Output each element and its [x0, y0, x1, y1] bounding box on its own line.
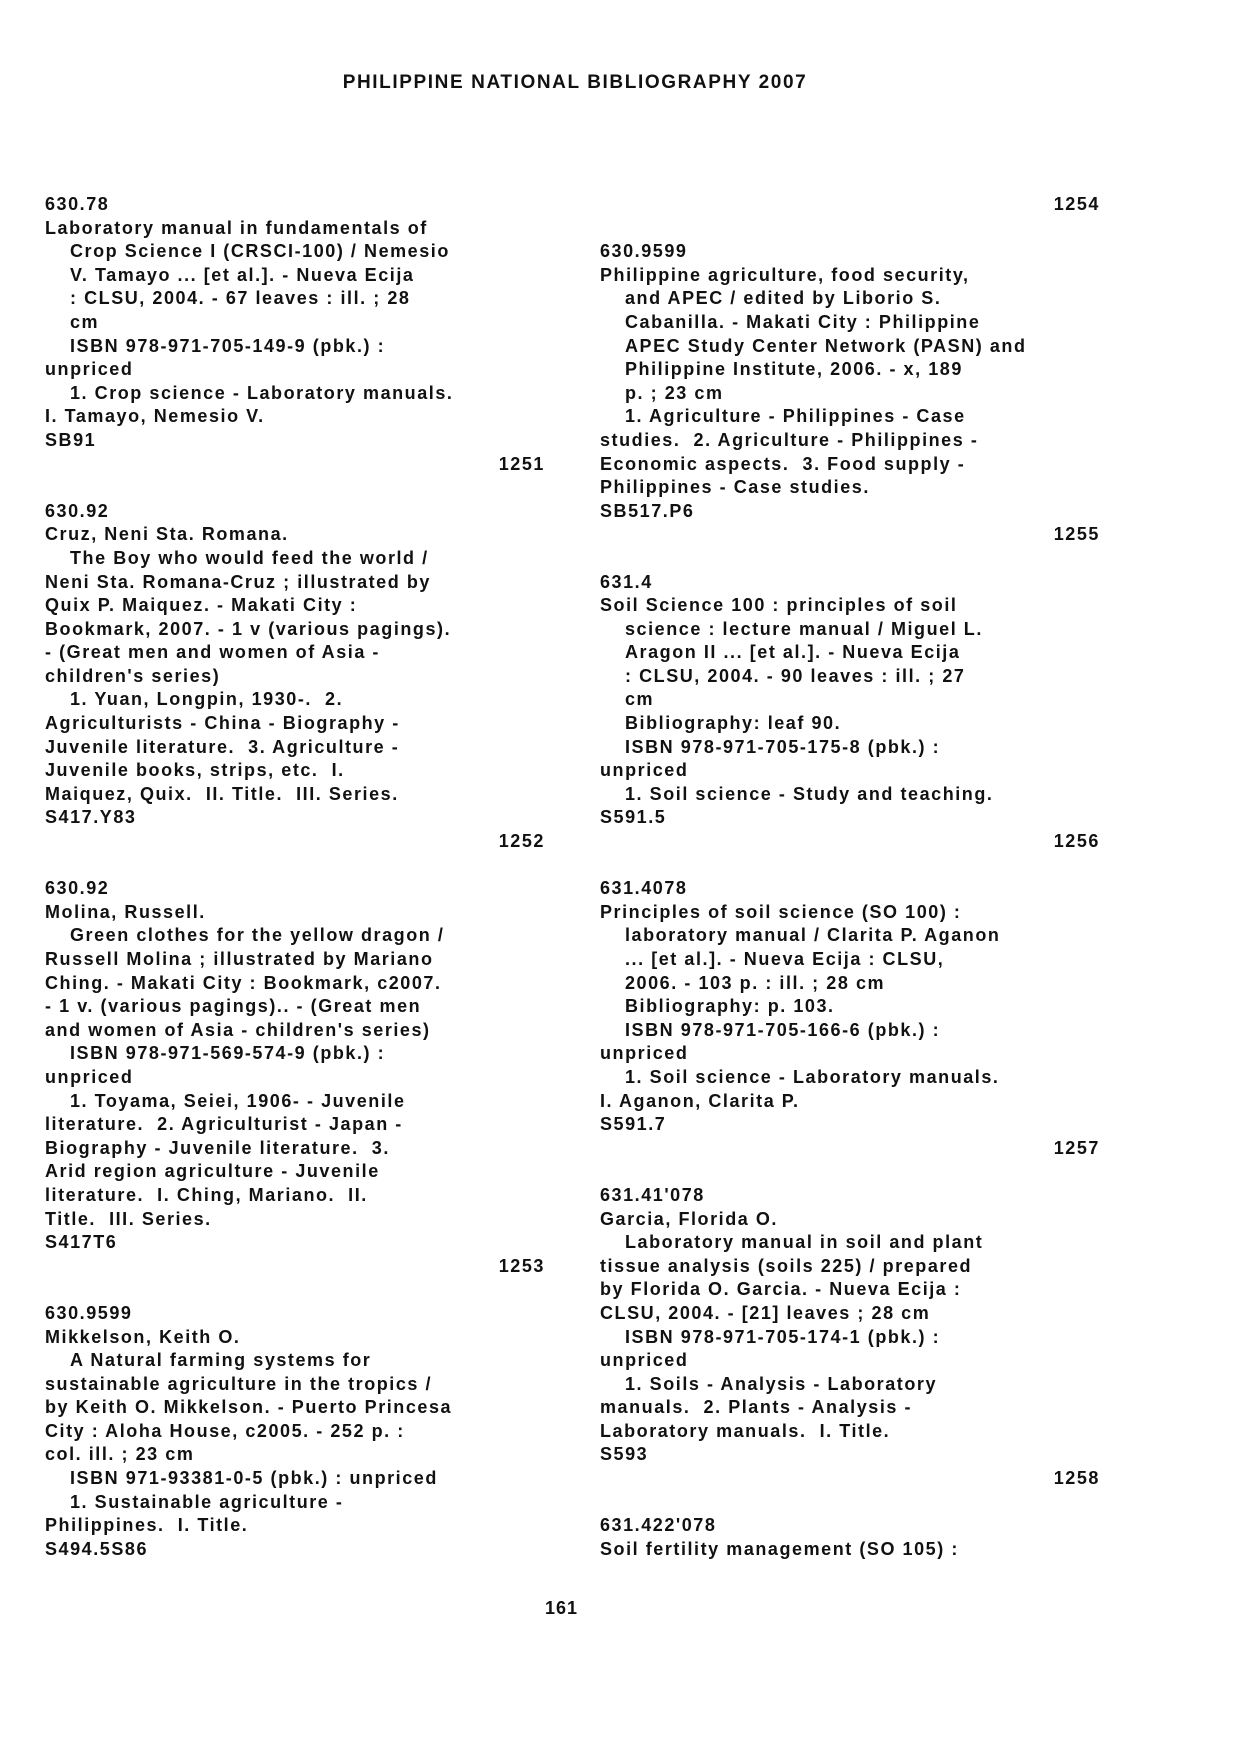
subjects: Maiquez, Quix. II. Title. III. Series.	[45, 783, 399, 804]
entry-text: City : Aloha House, c2005. - 252 p. :	[45, 1420, 405, 1441]
entry-text: The Boy who would feed the world /	[70, 547, 429, 568]
entry-text: Laboratory manual in soil and plant	[625, 1232, 984, 1253]
entry-text: - (Great men and women of Asia -	[45, 642, 380, 663]
entry-text: unpriced	[600, 760, 689, 781]
subjects: 1. Soil science - Study and teaching.	[625, 783, 994, 804]
entry-text: Principles of soil science (SO 100) :	[600, 901, 962, 922]
entry-text: Philippine agriculture, food security,	[600, 264, 970, 285]
entry-text: V. Tamayo ... [et al.]. - Nueva Ecija	[70, 264, 415, 285]
entry-text: Bookmark, 2007. - 1 v (various pagings).	[45, 618, 452, 639]
bib-entry-1255	[600, 240, 1100, 547]
bib-entry-1259	[600, 1514, 1100, 1561]
page-number: 161	[545, 1598, 579, 1618]
entry-text: : CLSU, 2004. - 90 leaves : ill. ; 27	[625, 665, 966, 686]
entry-text: p. ; 23 cm	[625, 382, 724, 403]
call-number: 630.9599	[600, 241, 688, 262]
entry-text: and women of Asia - children's series)	[45, 1019, 431, 1040]
entry-text: Green clothes for the yellow dragon /	[70, 925, 445, 946]
entry-text: unpriced	[600, 1043, 689, 1064]
entry-text: Russell Molina ; illustrated by Mariano	[45, 949, 434, 969]
subjects: studies. 2. Agriculture - Philippines -	[600, 429, 979, 450]
entry-text: Cruz, Neni Sta. Romana.	[45, 524, 289, 545]
lc-class: SB517.P6	[600, 500, 695, 521]
subjects: Arid region agriculture - Juvenile	[45, 1161, 380, 1182]
entry-text: by Keith O. Mikkelson. - Puerto Princesa	[45, 1397, 453, 1418]
subjects: Juvenile literature. 3. Agriculture -	[45, 736, 400, 757]
subjects: Title. III. Series.	[45, 1208, 212, 1229]
entry-text: unpriced	[600, 1350, 689, 1371]
bib-entry-1258	[600, 1184, 1100, 1491]
subjects: 1. Sustainable agriculture -	[70, 1491, 344, 1512]
entry-text: 2006. - 103 p. : ill. ; 28 cm	[625, 972, 886, 993]
call-number: 630.78	[45, 194, 110, 214]
isbn: ISBN 978-971-705-166-6 (pbk.) :	[625, 1019, 941, 1040]
entry-text: science : lecture manual / Miguel L.	[625, 618, 983, 639]
subjects: 1. Toyama, Seiei, 1906- - Juvenile	[70, 1090, 406, 1111]
subjects: 1. Yuan, Longpin, 1930-. 2.	[70, 689, 344, 710]
entry-text: Soil fertility management (SO 105) :	[600, 1538, 959, 1559]
entry-text: Quix P. Maiquez. - Makati City :	[45, 595, 358, 616]
subjects: Economic aspects. 3. Food supply -	[600, 453, 966, 474]
bib-entry-1251	[45, 193, 545, 476]
entry-text: children's series)	[45, 665, 221, 686]
entry-text: Neni Sta. Romana-Cruz ; illustrated by	[45, 571, 431, 592]
entry-number: 1252	[498, 831, 545, 852]
entry-text: tissue analysis (soils 225) / prepared	[600, 1255, 973, 1276]
lc-class: S417T6	[45, 1232, 118, 1253]
lc-class: S494.5S86	[45, 1538, 149, 1559]
lc-class: S591.7	[600, 1114, 667, 1135]
subjects: manuals. 2. Plants - Analysis -	[600, 1397, 913, 1418]
entry-text: ... [et al.]. - Nueva Ecija : CLSU,	[625, 949, 945, 969]
call-number: 631.4078	[600, 878, 688, 899]
subjects: 1. Crop science - Laboratory manuals.	[70, 382, 454, 403]
entry-text: cm	[625, 689, 655, 710]
entry-number: 1255	[1053, 524, 1100, 545]
subjects: I. Aganon, Clarita P.	[600, 1090, 800, 1111]
entry-text: Cabanilla. - Makati City : Philippine	[625, 311, 981, 332]
entry-number: 1258	[1053, 1468, 1100, 1489]
subjects: Juvenile books, strips, etc. I.	[45, 760, 345, 781]
subjects: Biography - Juvenile literature. 3.	[45, 1137, 390, 1158]
entry-text: by Florida O. Garcia. - Nueva Ecija :	[600, 1279, 962, 1300]
subjects: 1. Agriculture - Philippines - Case	[625, 406, 966, 427]
call-number: 630.9599	[45, 1302, 133, 1323]
call-number: 631.41'078	[600, 1184, 705, 1205]
right-column	[600, 193, 1100, 1561]
entry-text: laboratory manual / Clarita P. Aganon	[625, 925, 1001, 946]
isbn: ISBN 971-93381-0-5 (pbk.) : unpriced	[70, 1468, 438, 1489]
entry-text: Soil Science 100 : principles of soil	[600, 595, 958, 616]
bibliography-note: Bibliography: p. 103.	[625, 996, 835, 1017]
page-title: PHILIPPINE NATIONAL BIBLIOGRAPHY 2007	[342, 72, 808, 93]
bib-entry-1256	[600, 571, 1100, 854]
entry-text: Garcia, Florida O.	[600, 1208, 778, 1229]
entry-number: 1256	[1053, 831, 1100, 852]
entry-number: 1257	[1053, 1137, 1100, 1158]
entry-text: sustainable agriculture in the tropics /	[45, 1373, 433, 1394]
entry-text: Molina, Russell.	[45, 901, 206, 922]
lc-class: SB91	[45, 429, 97, 450]
subjects: Philippines - Case studies.	[600, 477, 870, 498]
bib-entry-1252	[45, 500, 545, 854]
isbn: ISBN 978-971-705-174-1 (pbk.) :	[625, 1326, 941, 1347]
entry-text: unpriced	[45, 359, 134, 380]
entry-text: : CLSU, 2004. - 67 leaves : ill. ; 28	[70, 288, 411, 309]
entry-text: CLSU, 2004. - [21] leaves ; 28 cm	[600, 1302, 931, 1323]
lc-class: S417.Y83	[45, 807, 137, 828]
entry-text: Aragon II ... [et al.]. - Nueva Ecija	[625, 642, 961, 663]
subjects: literature. I. Ching, Mariano. II.	[45, 1184, 368, 1205]
left-column	[45, 193, 545, 1561]
subjects: 1. Soil science - Laboratory manuals.	[625, 1066, 1000, 1087]
isbn: ISBN 978-971-705-175-8 (pbk.) :	[625, 736, 941, 757]
call-number: 631.4	[600, 571, 653, 592]
entry-text: Philippine Institute, 2006. - x, 189	[625, 359, 963, 380]
subjects: Philippines. I. Title.	[45, 1515, 249, 1536]
call-number: 630.92	[45, 878, 110, 899]
entry-text: and APEC / edited by Liborio S.	[625, 288, 942, 309]
entry-text: - 1 v. (various pagings).. - (Great men	[45, 996, 422, 1017]
subjects: 1. Soils - Analysis - Laboratory	[625, 1373, 938, 1394]
call-number: 631.422'078	[600, 1515, 717, 1536]
call-number: 630.92	[45, 500, 110, 521]
subjects: Agriculturists - China - Biography -	[45, 713, 400, 734]
entry-text: unpriced	[45, 1066, 134, 1087]
isbn: ISBN 978-971-705-149-9 (pbk.) :	[70, 335, 386, 356]
entry-text: Laboratory manual in fundamentals of	[45, 217, 428, 238]
entry-text: Crop Science I (CRSCI-100) / Nemesio	[70, 241, 450, 262]
lc-class: S593	[600, 1444, 649, 1465]
subjects: Laboratory manuals. I. Title.	[600, 1420, 891, 1441]
isbn: ISBN 978-971-569-574-9 (pbk.) :	[70, 1043, 386, 1064]
subjects: I. Tamayo, Nemesio V.	[45, 406, 265, 427]
entry-text: APEC Study Center Network (PASN) and	[625, 335, 1027, 356]
entry-number: 1253	[498, 1255, 545, 1276]
entry-text: Ching. - Makati City : Bookmark, c2007.	[45, 972, 442, 993]
bib-entry-1254	[45, 1302, 545, 1562]
entry-number: 1254	[1053, 194, 1100, 214]
subjects: literature. 2. Agriculturist - Japan -	[45, 1114, 403, 1135]
entry-text: Mikkelson, Keith O.	[45, 1326, 241, 1347]
entry-text: A Natural farming systems for	[70, 1350, 372, 1371]
lc-class: S591.5	[600, 807, 667, 828]
entry-text: col. ill. ; 23 cm	[45, 1444, 195, 1465]
bib-entry-1257	[600, 877, 1100, 1160]
entry-text: cm	[70, 311, 100, 332]
bib-entry-1253	[45, 877, 545, 1278]
entry-number: 1251	[498, 453, 545, 474]
bibliography-note: Bibliography: leaf 90.	[625, 713, 842, 734]
